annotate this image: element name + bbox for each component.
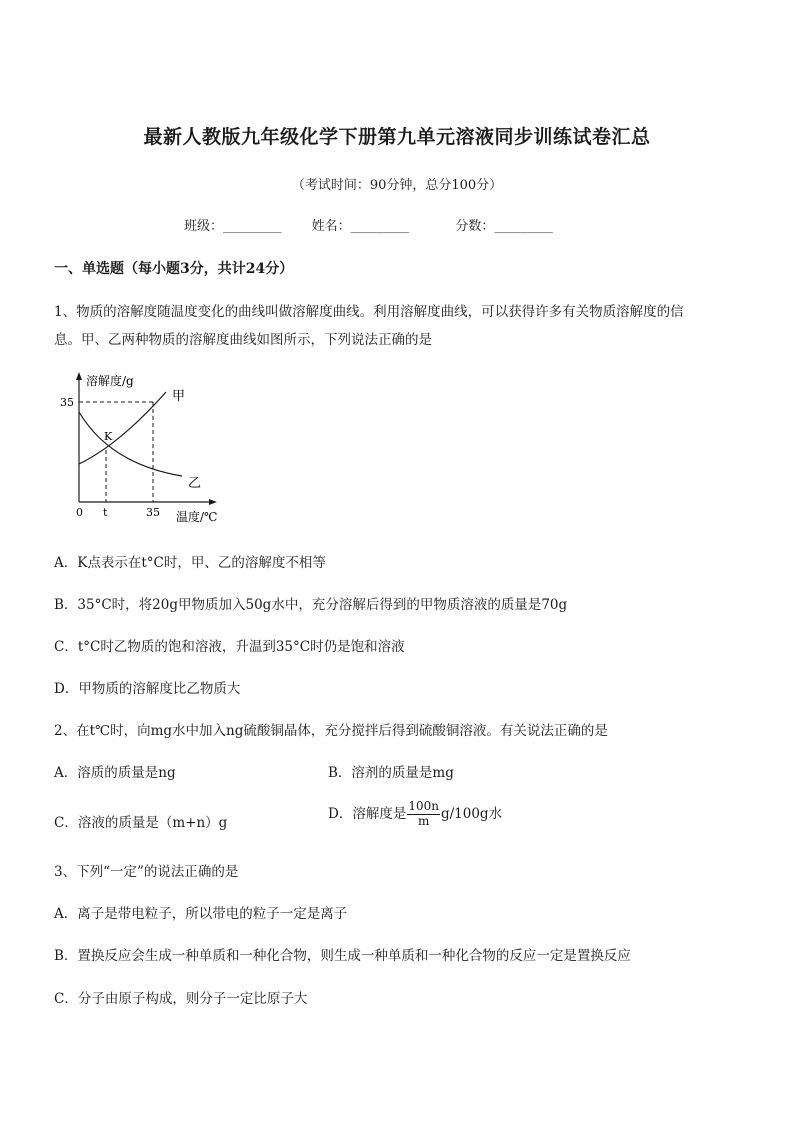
fraction-denominator: m [417,813,430,828]
student-fields [184,215,553,234]
score-field: 分数：_________ [455,219,553,234]
q1-option-b: B．35°C时，将20g甲物质加入50g水中，充分溶解后得到的甲物质溶液的质量是70g [54,597,568,613]
solubility-graph [50,364,250,530]
q1-option-c: C．t°C时乙物质的饱和溶液，升温到35°C时仍是饱和溶液 [54,639,405,655]
q2-option-a: A．溶质的质量是ng [54,765,176,781]
fraction-numerator: 100n [408,799,439,813]
q2-option-d-prefix: D．溶解度是 [328,805,407,822]
q2-option-d [328,800,502,829]
page-title: 最新人教版九年级化学下册第九单元溶液同步训练试卷汇总 [143,126,651,148]
class-field: 班级：_________ [184,219,282,234]
q3-option-b: B．置换反应会生成一种单质和一种化合物，则生成一种单质和一种化合物的反应一定是置换反应 [54,948,631,964]
y-tick-35: 35 [60,396,74,409]
q1-option-a: A．K点表示在t°C时，甲、乙的溶解度不相等 [54,555,326,571]
exam-info: （考试时间：90分钟，总分100分） [291,178,503,193]
y-axis-arrow [76,372,82,380]
q2-option-c: C．溶液的质量是（m+n）g [54,815,228,831]
x-axis-label: 温度/℃ [176,510,218,524]
origin-label: 0 [76,506,83,519]
point-k-label: K [104,430,113,443]
curve-jia-label: 甲 [172,389,186,404]
x-tick-t: t [103,506,108,519]
name-field: 姓名：_________ [311,219,410,234]
q1-stem-line1: 1、物质的溶解度随温度变化的曲线叫做溶解度曲线。利用溶解度曲线，可以获得许多有关物质溶解度的信 [54,304,684,320]
q2-stem: 2、在t℃时，向mg水中加入ng硫酸铜晶体，充分搅拌后得到硫酸铜溶液。有关说法正确的是 [54,723,608,739]
x-axis-arrow [209,499,217,505]
q2-option-d-suffix: g/100g水 [440,805,503,822]
q3-option-c: C．分子由原子构成，则分子一定比原子大 [54,991,308,1007]
q3-option-a: A．离子是带电粒子，所以带电的粒子一定是离子 [54,906,348,922]
q2-option-b: B．溶剂的质量是mg [328,765,454,781]
q1-stem-line2: 息。甲、乙两种物质的溶解度曲线如图所示，下列说法正确的是 [54,332,432,348]
y-axis-label: 溶解度/g [86,374,134,388]
section-heading: 一、单选题（每小题3分，共计24分） [54,261,294,277]
curve-yi-label: 乙 [188,476,202,491]
fraction [407,800,440,829]
q3-stem: 3、下列“一定”的说法正确的是 [54,864,239,880]
q1-option-d: D．甲物质的溶解度比乙物质大 [54,681,241,697]
x-tick-35: 35 [146,506,160,519]
curve-yi [79,412,182,476]
